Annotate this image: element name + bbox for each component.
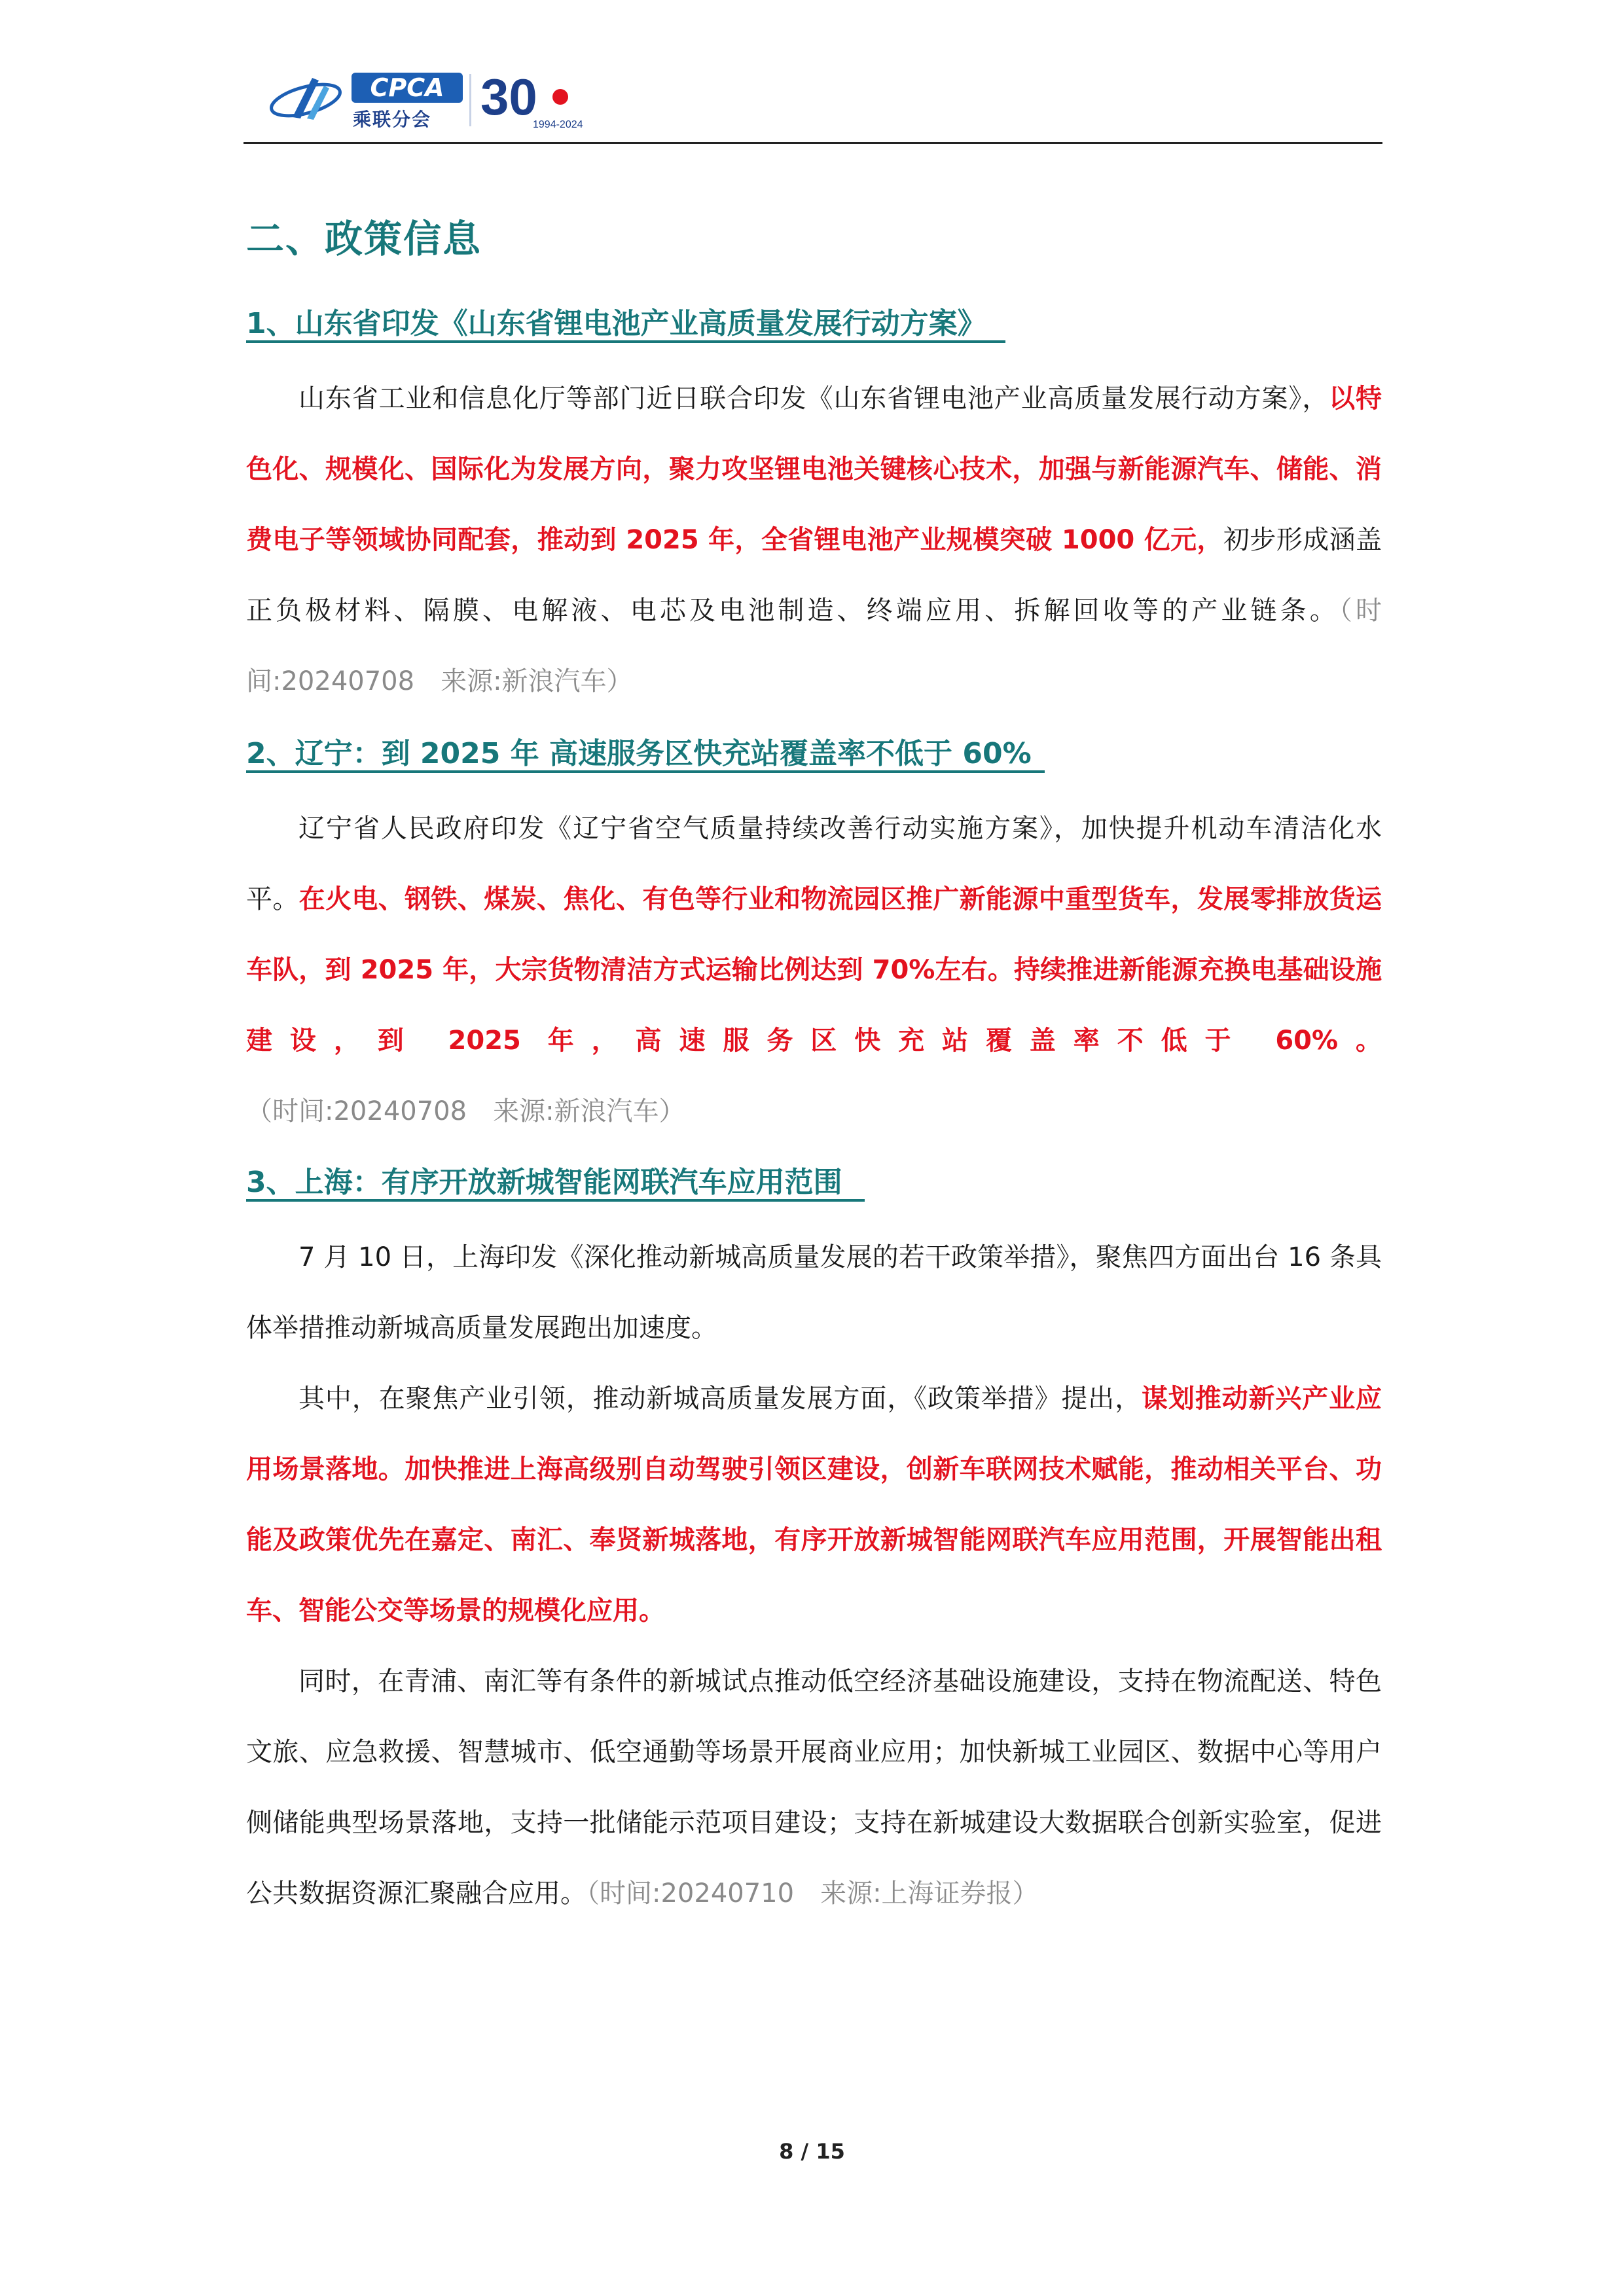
item-1-paragraph xyxy=(246,363,1382,717)
item-1-highlight: 以特色化、规模化、国际化为发展方向，聚力攻坚锂电池关键核心技术，加强与新能源汽车、储能、消费电子等领域协同配套，推动到 2025 年，全省锂电池产业规模突破 1000 亿元， xyxy=(246,384,1382,555)
item-3-p3-text: 同时，在青浦、南汇等有条件的新城试点推动低空经济基础设施建设，支持在物流配送、特色文旅、应急救援、智慧城市、低空通勤等场景开展商业应用；加快新城工业园区、数据中心等用户侧储能典型场景落地，支持一批储能示范项目建设；支持在新城建设大数据联合创新实验室，促进公共数据资源汇聚融合应用。 xyxy=(246,1666,1382,1909)
logo-divider xyxy=(469,74,471,126)
header-divider xyxy=(244,142,1382,144)
item-2-paragraph xyxy=(246,793,1382,1147)
item-3-paragraph-3 xyxy=(246,1646,1382,1929)
page-header xyxy=(244,69,1382,146)
page-number: 8 / 15 xyxy=(779,2139,845,2164)
item-1-source: （时间:20240708 来源:新浪汽车） xyxy=(246,596,1382,696)
item-2-heading: 2、辽宁：到 2025 年 高速服务区快充站覆盖率不低于 60% xyxy=(246,737,1032,770)
item-3-underline xyxy=(246,1199,865,1202)
item-1-heading: 1、山东省印发《山东省锂电池产业高质量发展行动方案》 xyxy=(246,307,986,340)
item-3-heading: 3、上海：有序开放新城智能网联汽车应用范围 xyxy=(246,1166,842,1199)
section-title: 二、政策信息 xyxy=(246,217,482,261)
cpca-logo xyxy=(266,69,777,132)
item-3-p2-text: 其中，在聚焦产业引领，推动新城高质量发展方面，《政策举措》提出， xyxy=(298,1384,1142,1414)
anniversary-number: 30 xyxy=(480,69,537,126)
item-1-text: 山东省工业和信息化厅等部门近日联合印发《山东省锂电池产业高质量发展行动方案》， xyxy=(298,384,1329,414)
cada-emblem-icon xyxy=(266,71,345,129)
item-3-p1-text: 7 月 10 日，上海印发《深化推动新城高质量发展的若干政策举措》，聚焦四方面出台 16 条具体举措推动新城高质量发展跑出加速度。 xyxy=(246,1242,1382,1343)
item-3-paragraph-2 xyxy=(246,1363,1382,1646)
item-2-source: （时间:20240708 来源:新浪汽车） xyxy=(246,1096,685,1126)
item-2-underline xyxy=(246,770,1045,773)
item-3-p3-source: （时间:20240710 来源:上海证券报） xyxy=(586,1878,1039,1909)
cpca-wordmark: CPCA xyxy=(352,73,463,103)
item-1-underline xyxy=(246,340,1005,343)
item-3-p2-highlight: 谋划推动新兴产业应用场景落地。加快推进上海高级别自动驾驶引领区建设，创新车联网技术赋能，推动相关平台、功能及政策优先在嘉定、南汇、奉贤新城落地，有序开放新城智能网联汽车应用范围，开展智能出租车、智能公交等场景的规模化应用。 xyxy=(246,1384,1382,1626)
cpca-chinese-name: 乘联分会 xyxy=(353,109,432,130)
item-2-highlight: 在火电、钢铁、煤炭、焦化、有色等行业和物流园区推广新能源中重型货车，发展零排放货运车队，到 2025 年，大宗货物清洁方式运输比例达到 70%左右。持续推进新能源充换电基础设施建设，到 2025 年，高速服务区快充站覆盖率不低于 60%。 xyxy=(246,884,1382,1056)
anniversary-years: 1994-2024 xyxy=(533,119,583,130)
item-1-text-tail: 初步形成涵盖正负极材料、隔膜、电解液、电芯及电池制造、终端应用、拆解回收等的产业链条。 xyxy=(246,525,1382,626)
anniversary-30-icon xyxy=(479,69,597,132)
item-3-paragraph-1 xyxy=(246,1222,1382,1363)
item-2-text: 辽宁省人民政府印发《辽宁省空气质量持续改善行动实施方案》，加快提升机动车清洁化水平。 xyxy=(246,814,1382,914)
